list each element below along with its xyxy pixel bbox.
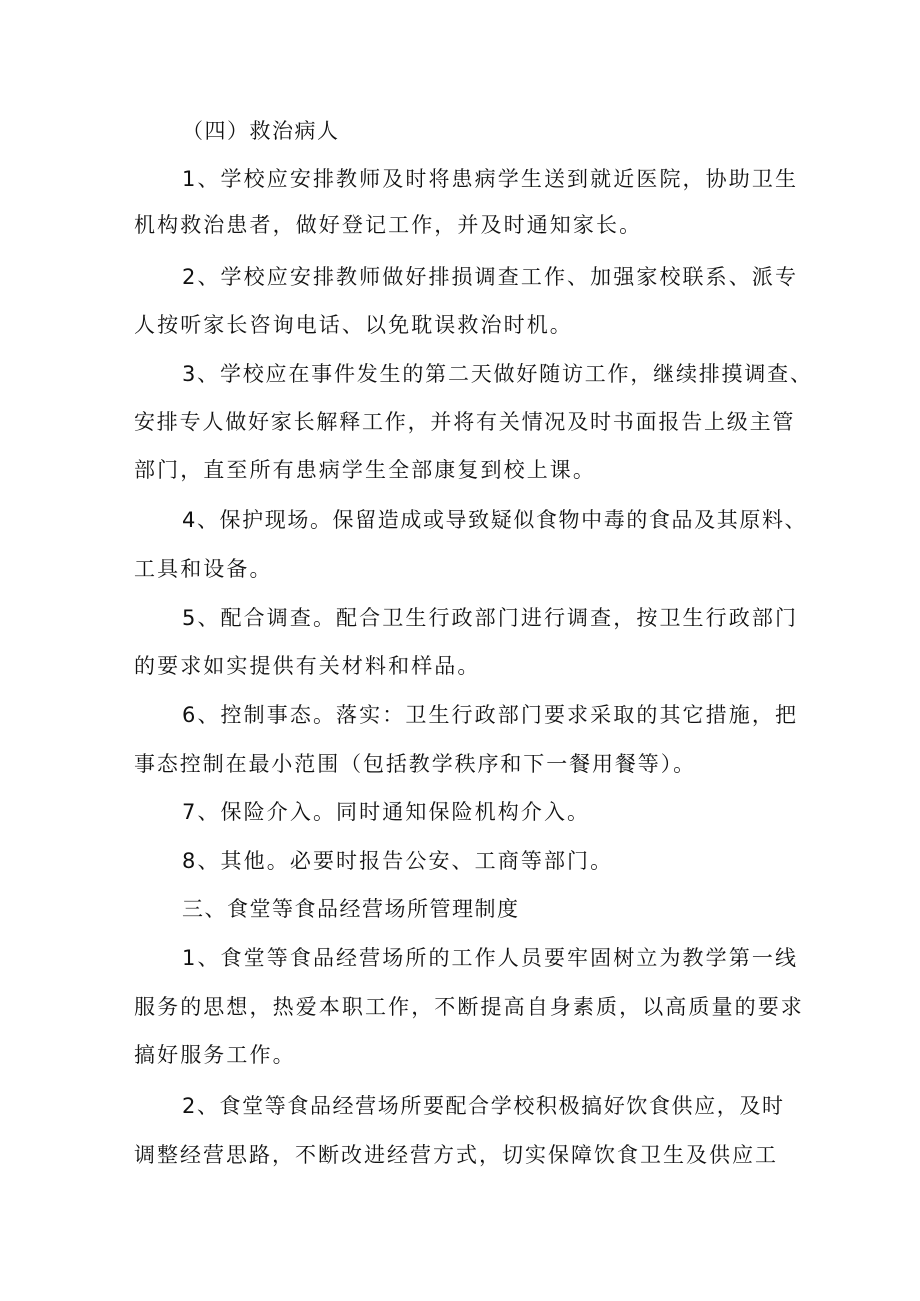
paragraph-line: 调整经营思路，不断改进经营方式，切实保障饮食卫生及供应工: [134, 1143, 778, 1167]
section-heading-canteen-management: 三、食堂等食品经营场所管理制度: [182, 897, 520, 921]
paragraph-line: 1、食堂等食品经营场所的工作人员要牢固树立为教学第一线: [182, 946, 799, 970]
paragraph-line: 5、配合调查。配合卫生行政部门进行调查，按卫生行政部门: [182, 606, 799, 630]
paragraph-line: 工具和设备。: [134, 557, 273, 581]
paragraph-line: 2、学校应安排教师做好排损调查工作、加强家校联系、派专: [182, 265, 799, 289]
paragraph-line: 机构救治患者，做好登记工作，并及时通知家长。: [134, 213, 643, 237]
paragraph-line: 人按听家长咨询电话、以免耽误救治时机。: [134, 313, 573, 337]
section-heading-rescue-patients: （四）救治病人: [182, 119, 340, 143]
paragraph-line: 7、保险介入。同时通知保险机构介入。: [182, 800, 591, 824]
paragraph-line: 服务的思想，热爱本职工作，不断提高自身素质，以高质量的要求: [134, 995, 804, 1019]
paragraph-line: 8、其他。必要时报告公安、工商等部门。: [182, 849, 614, 873]
paragraph-line: 2、食堂等食品经营场所要配合学校积极搞好饮食供应，及时: [182, 1094, 785, 1118]
paragraph-line: 搞好服务工作。: [134, 1043, 296, 1067]
paragraph-line: 安排专人做好家长解释工作，并将有关情况及时书面报告上级主管: [134, 410, 796, 434]
paragraph-line: 部门，直至所有患病学生全部康复到校上课。: [134, 458, 596, 482]
paragraph-line: 4、保护现场。保留造成或导致疑似食物中毒的食品及其原料、: [182, 508, 808, 532]
paragraph-line: 3、学校应在事件发生的第二天做好随访工作，继续排摸调查、: [182, 362, 813, 386]
paragraph-line: 6、控制事态。落实：卫生行政部门要求采取的其它措施，把: [182, 703, 799, 727]
paragraph-line: 1、学校应安排教师及时将患病学生送到就近医院，协助卫生: [182, 167, 799, 191]
paragraph-line: 的要求如实提供有关材料和样品。: [134, 654, 481, 678]
paragraph-line: 事态控制在最小范围（包括教学秩序和下一餐用餐等）。: [134, 752, 696, 776]
